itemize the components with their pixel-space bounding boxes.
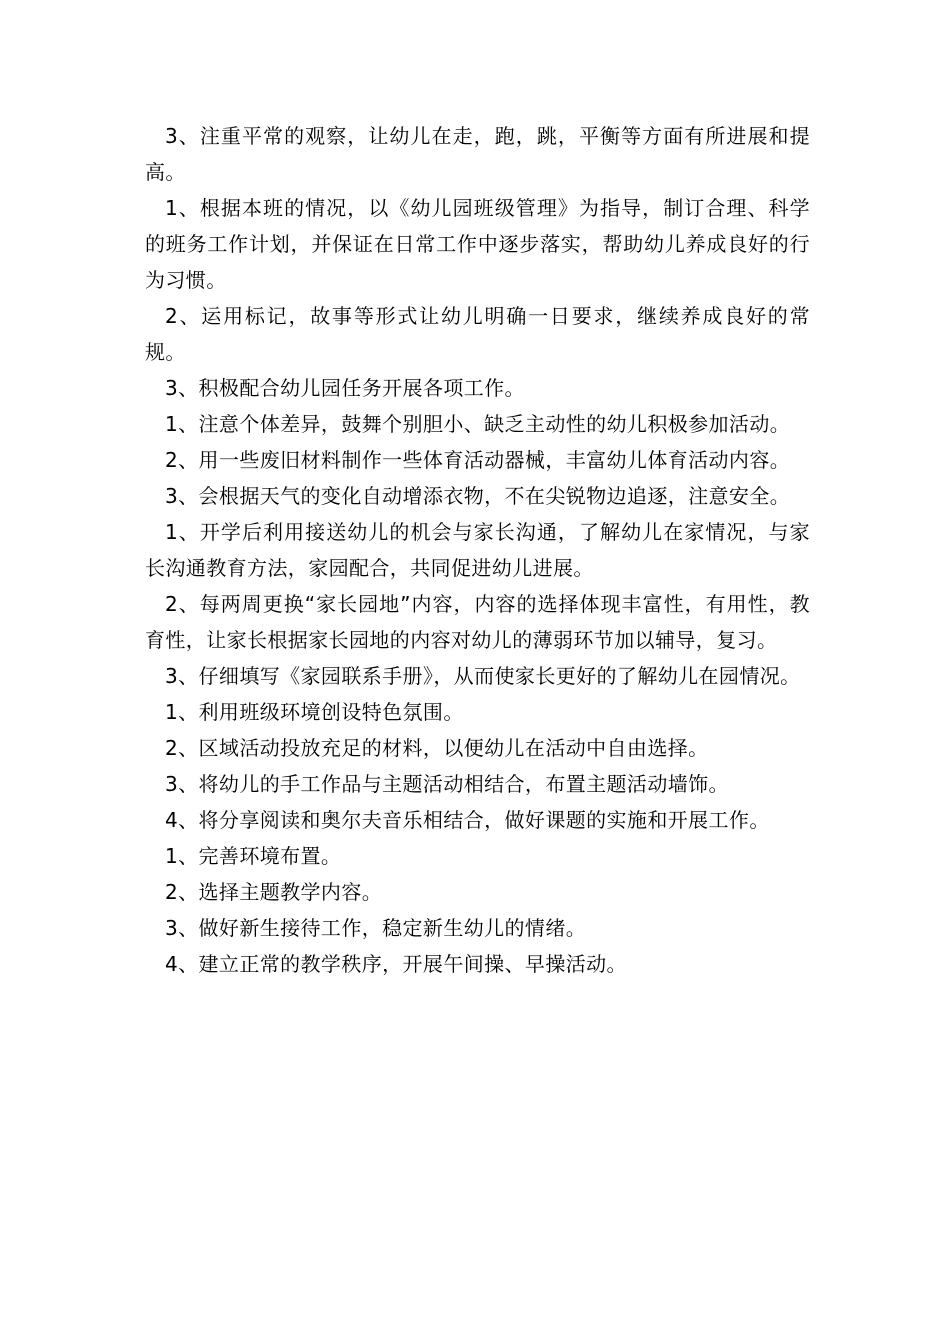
paragraph-17: 3、做好新生接待工作，稳定新生幼儿的情绪。 — [165, 916, 587, 940]
paragraph-8: 1、开学后利用接送幼儿的机会与家长沟通，了解幼儿在家情况，与家长沟通教育方法，家园配合，共同促进幼儿进展。 — [145, 520, 810, 580]
paragraph-18: 4、建立正常的教学秩序，开展午间操、早操活动。 — [165, 952, 627, 976]
paragraph-16: 2、选择主题教学内容。 — [165, 880, 383, 904]
paragraph-1: 3、注重平常的观察，让幼儿在走，跑，跳，平衡等方面有所进展和提高。 — [145, 124, 810, 184]
paragraph-3: 2、运用标记，故事等形式让幼儿明确一日要求，继续养成良好的常规。 — [145, 304, 810, 364]
paragraph-14: 4、将分享阅读和奥尔夫音乐相结合，做好课题的实施和开展工作。 — [165, 808, 770, 832]
paragraph-13: 3、将幼儿的手工作品与主题活动相结合，布置主题活动墙饰。 — [165, 772, 729, 796]
paragraph-12: 2、区域活动投放充足的材料，以便幼儿在活动中自由选择。 — [165, 736, 709, 760]
paragraph-10: 3、仔细填写《家园联系手册》，从而使家长更好的了解幼儿在园情况。 — [165, 664, 801, 688]
paragraph-15: 1、完善环境布置。 — [165, 844, 342, 868]
paragraph-9: 2、每两周更换“家长园地”内容，内容的选择体现丰富性，有用性，教育性，让家长根据家长园地的内容对幼儿的薄弱环节加以辅导，复习。 — [145, 592, 810, 652]
paragraph-4: 3、积极配合幼儿园任务开展各项工作。 — [165, 376, 525, 400]
paragraph-6: 2、用一些废旧材料制作一些体育活动器械，丰富幼儿体育活动内容。 — [165, 448, 791, 472]
paragraph-5: 1、注意个体差异，鼓舞个别胆小、缺乏主动性的幼儿积极参加活动。 — [165, 412, 791, 436]
paragraph-11: 1、利用班级环境创设特色氛围。 — [165, 700, 464, 724]
paragraph-7: 3、会根据天气的变化自动增添衣物，不在尖锐物边追逐，注意安全。 — [165, 484, 791, 508]
paragraph-2: 1、根据本班的情况，以《幼儿园班级管理》为指导，制订合理、科学的班务工作计划，并保证在日常工作中逐步落实，帮助幼儿养成良好的行为习惯。 — [145, 196, 810, 292]
document-body — [145, 118, 810, 982]
